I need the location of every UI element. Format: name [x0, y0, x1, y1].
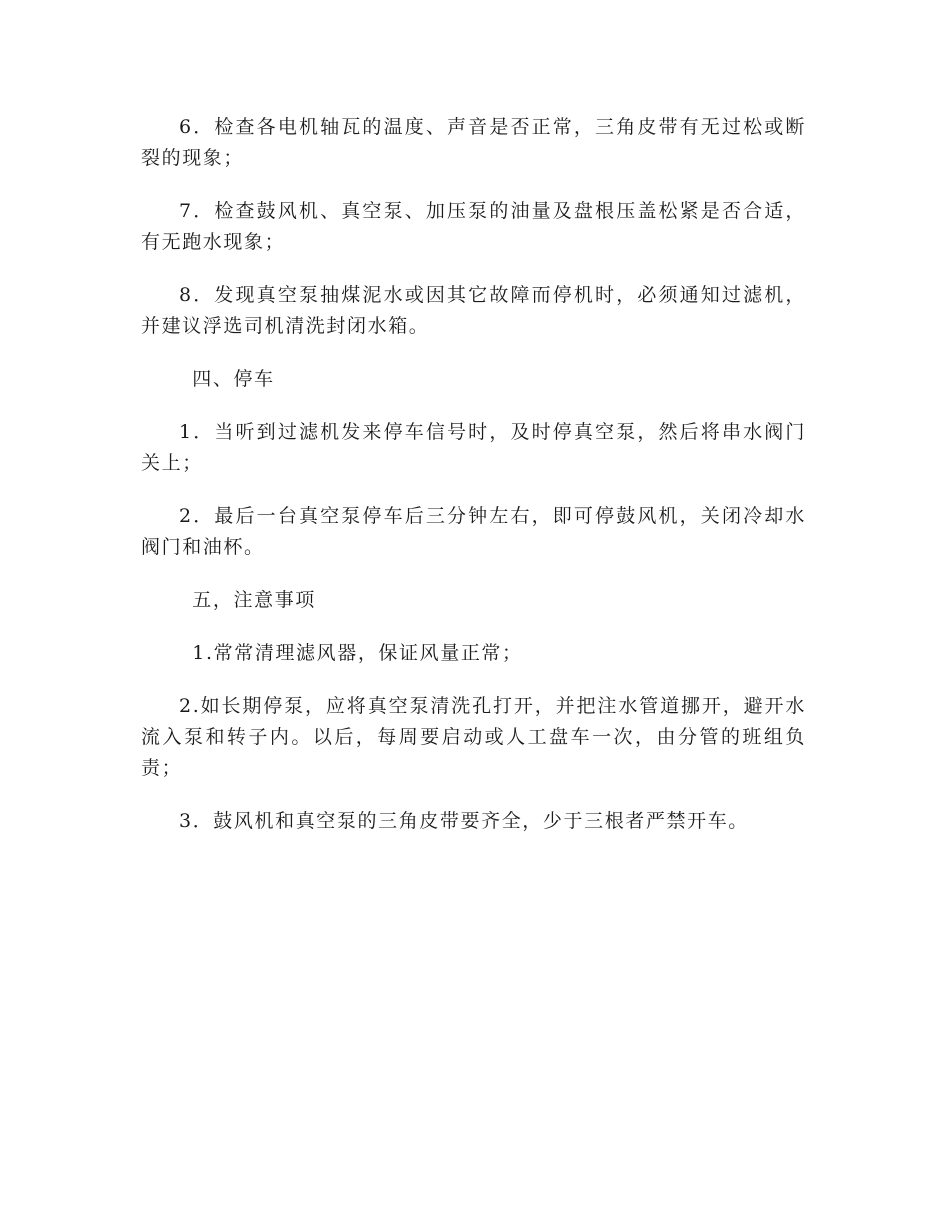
section-heading-stop: 四、停车: [192, 368, 275, 390]
document-page: [141, 112, 806, 837]
paragraph-item-7: 7．检查鼓风机、真空泵、加压泵的油量及盘根压盖松紧是否合适，有无跑水现象；: [141, 200, 806, 253]
paragraph-item-6: 6．检查各电机轴瓦的温度、声音是否正常，三角皮带有无过松或断裂的现象；: [141, 116, 806, 169]
section-heading-notes: 五，注意事项: [192, 589, 316, 611]
paragraph-item-8: 8．发现真空泵抽煤泥水或因其它故障而停机时，必须通知过滤机，并建议浮选司机清洗封闭水箱。: [141, 284, 806, 337]
paragraph-stop-2: 2．最后一台真空泵停车后三分钟左右，即可停鼓风机，关闭冷却水阀门和油杯。: [141, 505, 806, 558]
paragraph-note-2: 2.如长期停泵，应将真空泵清洗孔打开，并把注水管道挪开，避开水流入泵和转子内。以后，每周要启动或人工盘车一次，由分管的班组负责；: [141, 695, 806, 779]
paragraph-note-3: 3．鼓风机和真空泵的三角皮带要齐全，少于三根者严禁开车。: [179, 810, 749, 832]
paragraph-stop-1: 1．当听到过滤机发来停车信号时，及时停真空泵，然后将串水阀门关上；: [141, 421, 806, 474]
paragraph-note-1: 1.常常清理滤风器，保证风量正常；: [192, 642, 523, 664]
